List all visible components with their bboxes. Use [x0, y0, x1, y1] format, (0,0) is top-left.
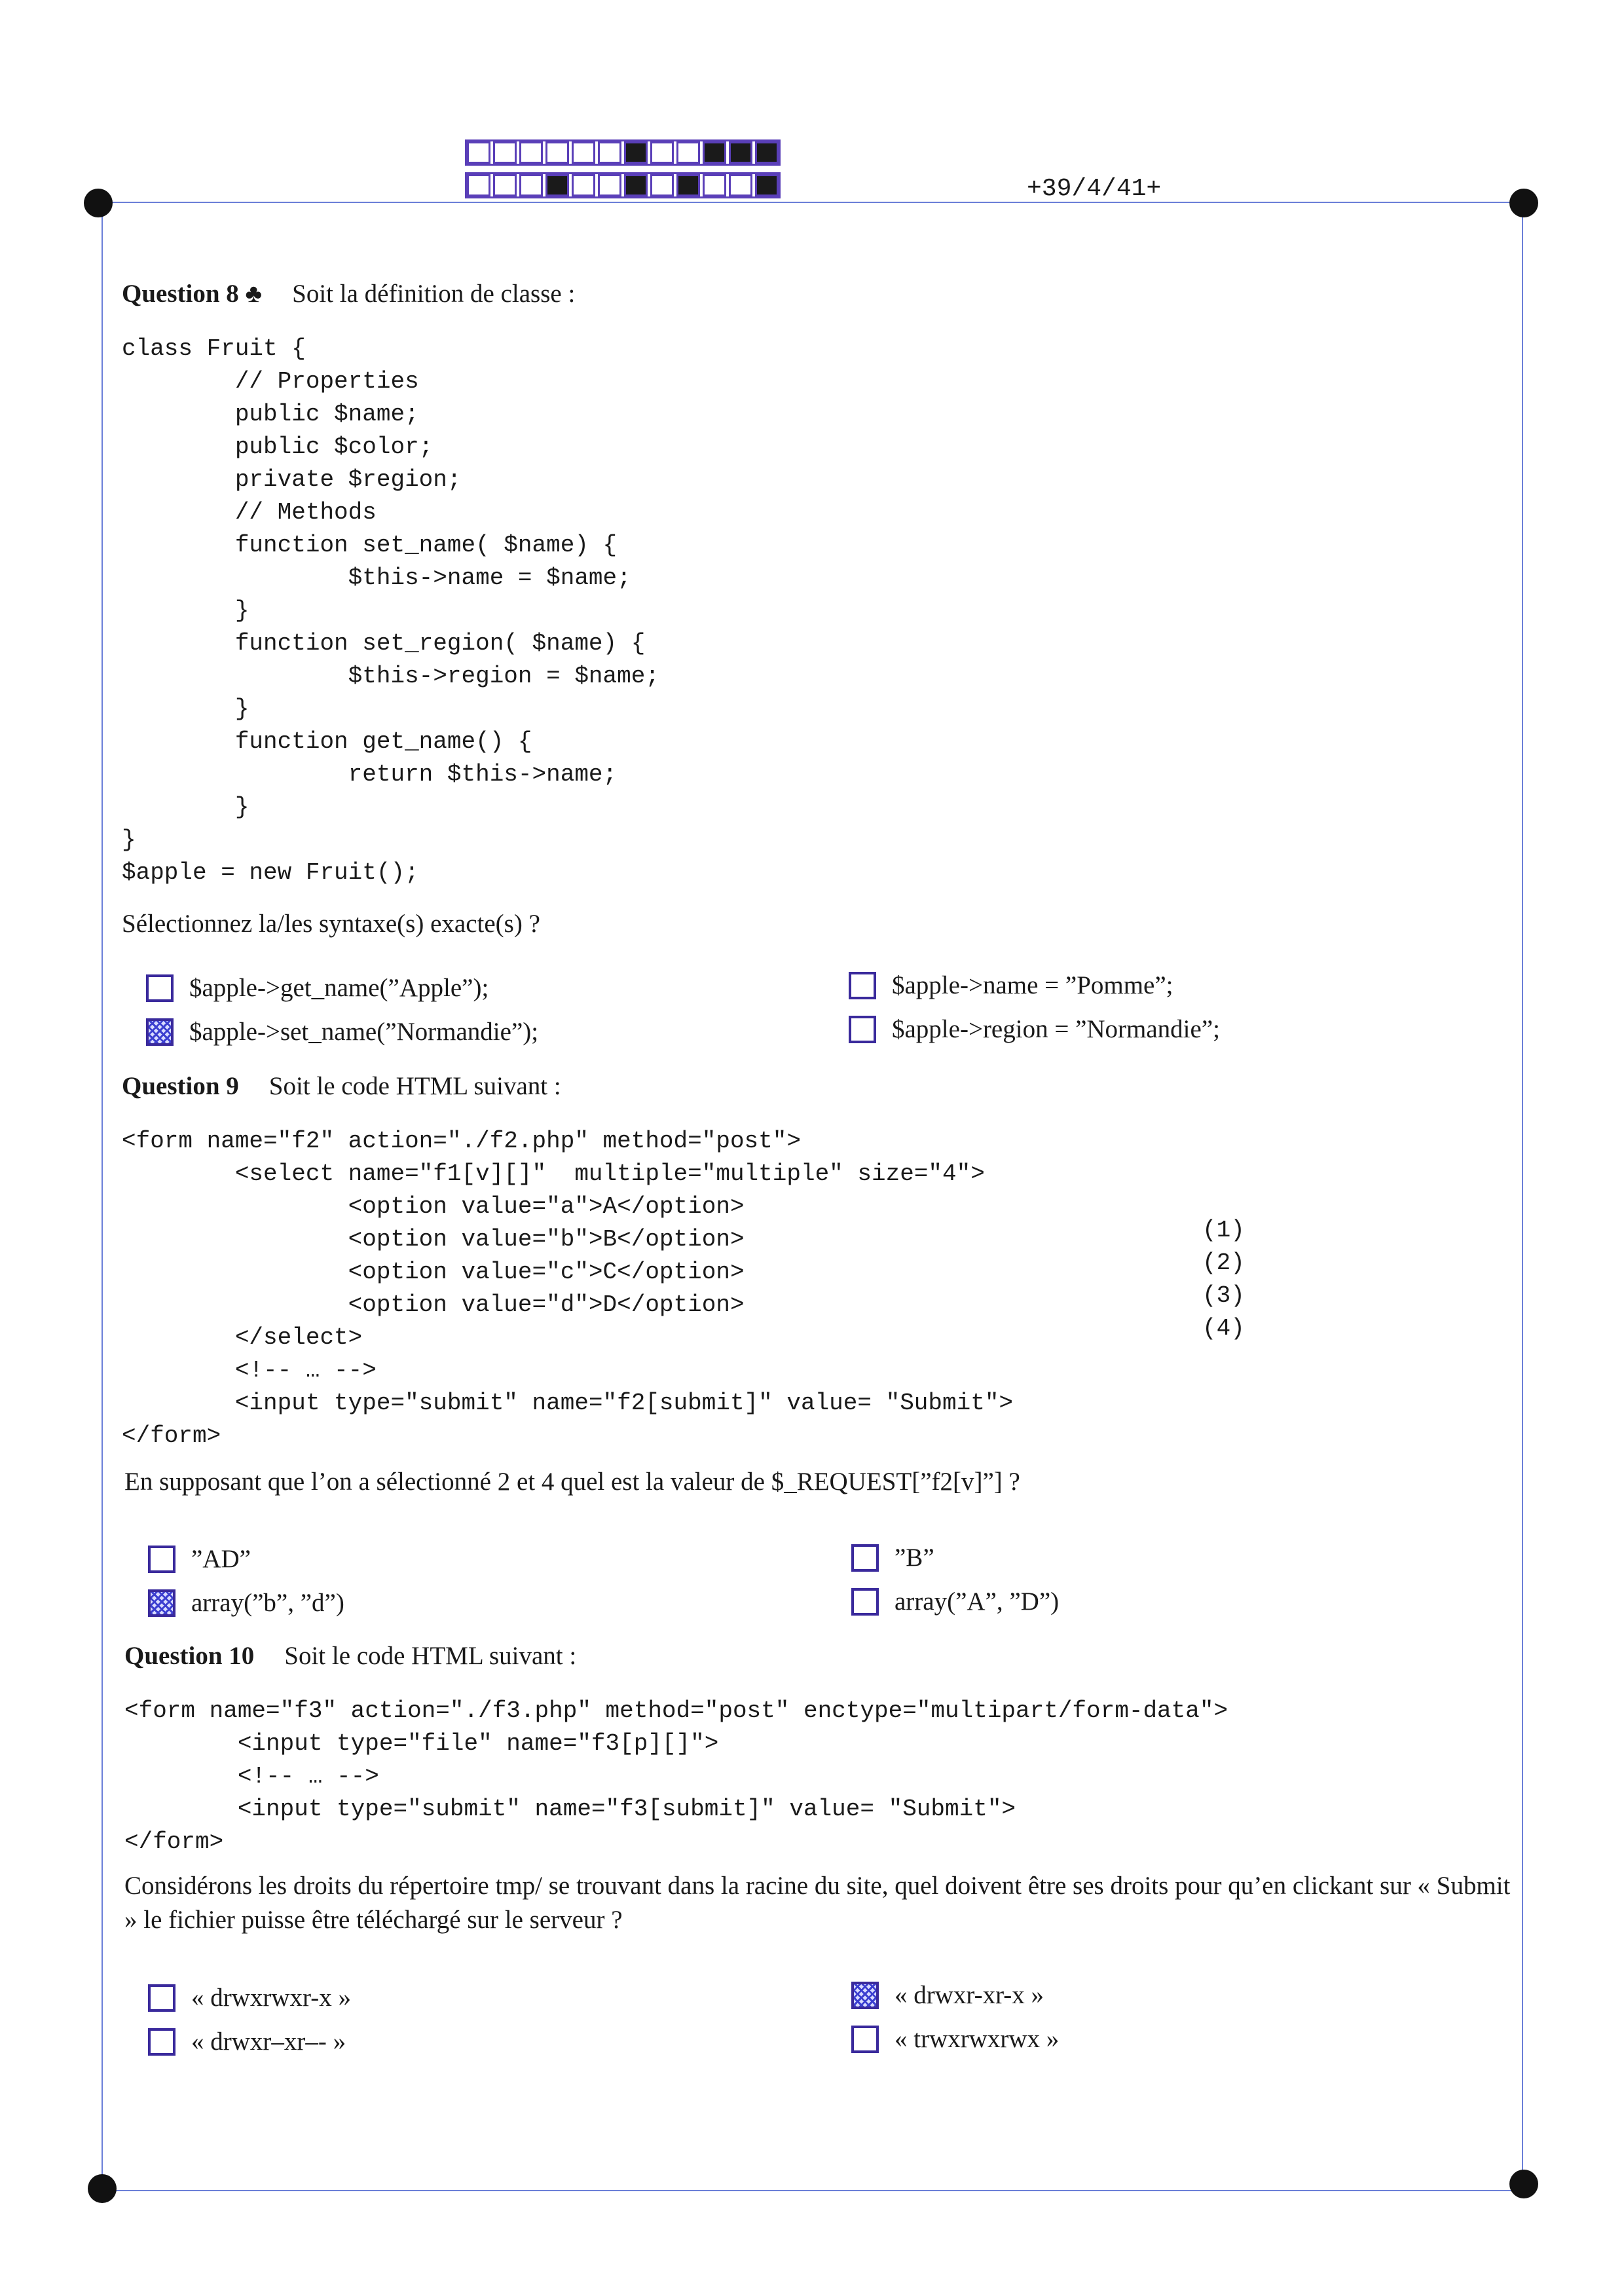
question-8-prompt: Sélectionnez la/les syntaxe(s) exacte(s) ? [122, 910, 540, 938]
barcode-cell [755, 141, 779, 164]
barcode-cell [703, 141, 726, 164]
corner-mark-top-right [1509, 189, 1538, 217]
page-barcode-row-2 [465, 172, 781, 198]
barcode-cell [729, 174, 752, 196]
answer-option[interactable] [851, 1587, 1059, 1616]
barcode-cell [729, 141, 752, 164]
question-9-title [122, 1071, 561, 1101]
question-10-code: <form name="f3" action="./f3.php" method="post" enctype="multipart/form-data"> <input type="file" name="f3[p][]"> <!-- … --> <input type="submit" name="f3[submit]" value= "Submit"> </form> [124, 1697, 1228, 1855]
question-8-code: class Fruit { // Properties public $name; public $color; private $region; // Methods function set_name( $name) { $this->name = $name; } function set_region( $name) { $this->region = $name; } function get_name() { return $this->name; } } $apple = new Fruit(); [122, 335, 659, 886]
page-barcode-row-1 [465, 139, 781, 166]
question-intro: Soit le code HTML suivant : [284, 1642, 577, 1670]
question-number: Question 10 [124, 1642, 255, 1670]
question-9-code: <form name="f2" action="./f2.php" method="post"> <select name="f1[v][]" multiple="multiple" size="4"> <option value="a">A</option> <option value="b">B</option> <option value="c">C</option> <option value="d">D</option> </select> <!-- … --> <input type="submit" name="f2[submit]" value= "Submit"> </form> [122, 1128, 1014, 1449]
option-label: « trwxrwxrwx » [895, 2025, 1060, 2053]
barcode-cell [624, 174, 648, 196]
option-label: $apple->get_name(”Apple”); [189, 974, 489, 1002]
checkbox[interactable] [851, 1544, 879, 1572]
barcode-cell [598, 141, 621, 164]
answer-option[interactable] [851, 1543, 934, 1572]
answer-option[interactable] [851, 1980, 1044, 2010]
barcode-cell [572, 174, 595, 196]
option-label: ”AD” [191, 1545, 251, 1573]
checkbox[interactable] [851, 2026, 879, 2053]
question-intro: Soit le code HTML suivant : [268, 1072, 561, 1100]
barcode-cell [703, 174, 726, 196]
answer-option[interactable] [148, 2027, 346, 2056]
question-9-prompt: En supposant que l’on a sélectionné 2 et 4 quel est la valeur de $_REQUEST[”f2[v]”] ? [124, 1468, 1020, 1496]
answer-option[interactable] [146, 973, 489, 1003]
barcode-cell [650, 174, 674, 196]
barcode-cell [755, 174, 779, 196]
checkbox[interactable] [148, 1984, 175, 2012]
barcode-cell [467, 141, 490, 164]
checkbox[interactable] [148, 2028, 175, 2056]
checkbox-checked[interactable] [146, 1018, 174, 1046]
barcode-cell [493, 141, 517, 164]
checkbox-checked[interactable] [851, 1982, 879, 2009]
barcode-cell [519, 174, 543, 196]
option-label: « drwxr–xr–- » [191, 2028, 346, 2056]
barcode-cell [624, 141, 648, 164]
checkbox[interactable] [849, 1016, 876, 1043]
barcode-cell [676, 141, 700, 164]
corner-mark-top-left [84, 189, 113, 217]
option-label: $apple->set_name(”Normandie”); [189, 1018, 539, 1046]
question-10-title [124, 1641, 576, 1671]
barcode-cell [493, 174, 517, 196]
corner-mark-bottom-left [88, 2174, 117, 2203]
barcode-cell [676, 174, 700, 196]
question-10-prompt: Considérons les droits du répertoire tmp/ se trouvant dans la racine du site, quel doivent être ses droits pour qu’en clickant sur « Submit » le fichier puisse être téléchargé sur le serveur ? [124, 1872, 1511, 1934]
answer-option[interactable] [148, 1588, 344, 1618]
barcode-cell [467, 174, 490, 196]
club-icon: ♣ [245, 280, 263, 308]
barcode-cell [545, 174, 569, 196]
option-label: ”B” [895, 1544, 934, 1572]
answer-option[interactable] [849, 1014, 1220, 1044]
question-8-title [122, 279, 575, 308]
option-label: $apple->region = ”Normandie”; [892, 1015, 1220, 1043]
barcode-cell [519, 141, 543, 164]
answer-option[interactable] [849, 971, 1173, 1000]
option-label: « drwxrwxr-x » [191, 1984, 351, 2012]
answer-option[interactable] [851, 2024, 1059, 2054]
checkbox[interactable] [148, 1546, 175, 1573]
option-label: $apple->name = ”Pomme”; [892, 971, 1173, 999]
checkbox[interactable] [849, 972, 876, 999]
checkbox[interactable] [851, 1588, 879, 1616]
option-label: array(”A”, ”D”) [895, 1587, 1060, 1616]
checkbox-checked[interactable] [148, 1589, 175, 1617]
barcode-cell [545, 141, 569, 164]
answer-option[interactable] [148, 1544, 251, 1574]
answer-option[interactable] [146, 1017, 538, 1046]
barcode-cell [572, 141, 595, 164]
corner-mark-bottom-right [1509, 2170, 1538, 2198]
code-line-numbers: (1) (2) (3) (4) [1202, 1217, 1245, 1342]
checkbox[interactable] [146, 974, 174, 1002]
question-number: Question 8 [122, 280, 239, 308]
question-number: Question 9 [122, 1072, 239, 1100]
barcode-cell [650, 141, 674, 164]
answer-option[interactable] [148, 1983, 351, 2012]
page-id: +39/4/41+ [1027, 175, 1162, 203]
barcode-cell [598, 174, 621, 196]
option-label: array(”b”, ”d”) [191, 1589, 344, 1617]
option-label: « drwxr-xr-x » [895, 1981, 1044, 2009]
question-intro: Soit la définition de classe : [292, 280, 576, 308]
